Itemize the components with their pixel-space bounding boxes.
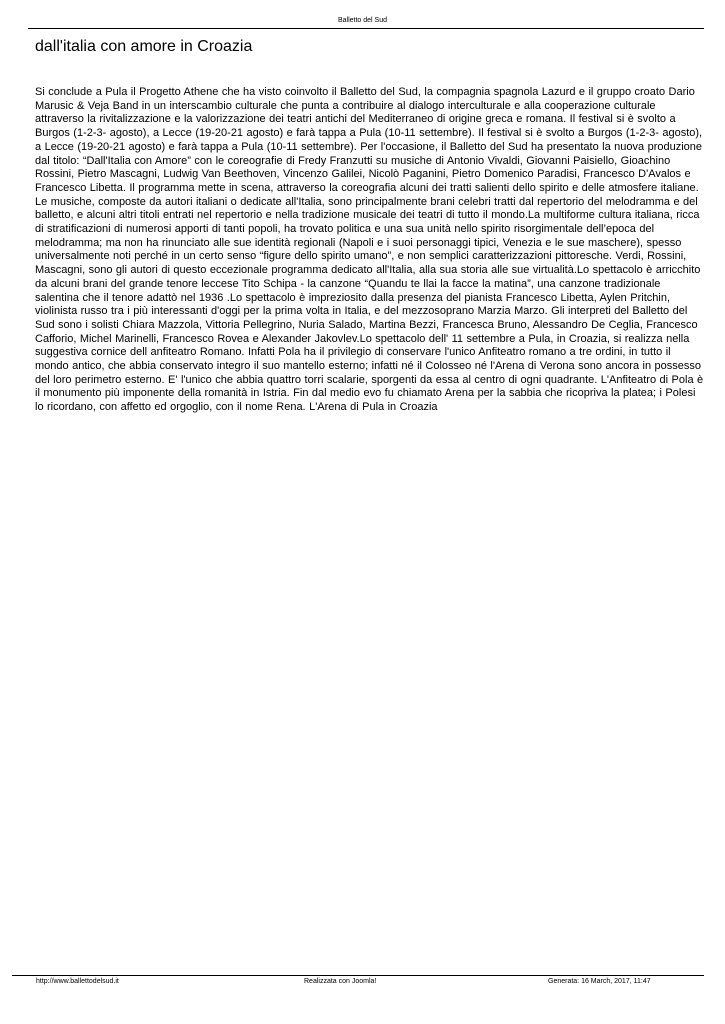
page-header: Balletto del Sud	[337, 17, 388, 24]
footer-site-url[interactable]: http://www.ballettodelsud.it	[36, 978, 119, 985]
article-title: dall'italia con amore in Croazia	[35, 38, 253, 55]
footer-powered-by: Realizzata con Joomla!	[304, 978, 377, 985]
article-body: Si conclude a Pula il Progetto Athene che ha visto coinvolto il Balletto del Sud, la compagnia spagnola Lazurd e il gruppo croato Dario Marusic & Veja Band in un interscambio culturale che punta a contribuire al dialogo interculturale e alla cooperazione culturale attraverso la rivitalizzazione e la valorizzazione dei teatri antichi del Mediterraneo di origine greca e romana. Il festival si è svolto a Burgos (1-2-3- agosto), a Lecce (19-20-21 agosto) e farà tappa a Pula (10-11 settembre). Il festival si è svolto a Burgos (1-2-3- agosto), a Lecce (19-20-21 agosto) e farà tappa a Pula (10-11 settembre). Per l'occasione, il Balletto del Sud ha presentato la nuova produzione dal titolo: “Dall'Italia con Amore” con le coreografie di Fredy Franzutti su musiche di Antonio Vivaldi, Giovanni Paisiello, Gioachino Rossini, Pietro Mascagni, Ludwig Van Beethoven, Vincenzo Galilei, Nicolò Paganini, Pietro Domenico Paradisi, Francesco D'Avalos e Francesco Libetta. Il programma mette in scena, attraverso la coreografia alcuni dei tratti salienti dello spirito e delle atmosfere italiane. Le musiche, composte da autori italiani o dedicate all'Italia, sono principalmente brani celebri tratti dal repertorio del melodramma e del balletto, e alcuni altri titoli entrati nel repertorio e nella tradizione musicale dei teatri di tutto il mondo.La multiforme cultura italiana, ricca di stratificazioni di numerosi apporti di tanti popoli, ha trovato politica e una sua unità nello spirito risorgimentale dell’epoca del melodramma; ma non ha rinunciato alle sue identità regionali (Napoli e i suoi personaggi tipici, Venezia e le sue maschere), spesso universalmente noti perché in un certo senso “figure dello spirito umano”, e non semplici caratterizzazioni pittoresche. Verdi, Rossini, Mascagni, sono gli autori di questo eccezionale programma dedicato all'Italia, alla sua storia alle sue virtualità.Lo spettacolo è arricchito da alcuni brani del grande tenore leccese Tito Schipa - la canzone “Quandu te llai la facce la matina”, una canzone tradizionale salentina che il tenore adattò nel 1936 .Lo spettacolo è impreziosito dalla presenza del pianista Francesco Libetta, Aylen Pritchin, violinista russo tra i più interessanti d'oggi per la prima volta in Italia, e del mezzosoprano Marzia Marzo. Gli interpreti del Balletto del Sud sono i solisti Chiara Mazzola, Vittoria Pellegrino, Nuria Salado, Martina Bezzi, Francesca Bruno, Alessandro De Ceglia, Francesco Cafforio, Michel Marinelli, Francesco Rovea e Alexander Jakovlev.Lo spettacolo dell' 11 settembre a Pula, in Croazia, si realizza nella suggestiva cornice dell anfiteatro Romano. Infatti Pola ha il privilegio di conservare l'unico Anfiteatro romano a tre ordini, in tutto il mondo antico, che abbia conservato integro il suo mantello esterno; infatti né il Colosseo né l'Arena di Verona sono ancora in possesso del loro perimetro esterno. E' l'unico che abbia quattro torri scalarie, sporgenti da essa al centro di ogni quadrante. L'Anfiteatro di Pola è il monumento più imponente della romanità in Istria. Fin dal medio evo fu chiamato Arena per la sabbia che ricopriva la platea; i Polesi lo ricordano, con affetto ed orgoglio, con il nome Rena. L'Arena di Pula in Croazia	[35, 86, 704, 414]
footer-generated-date: Generata: 16 March, 2017, 11:47	[548, 978, 651, 985]
header-divider	[28, 28, 704, 29]
footer-divider	[12, 975, 704, 976]
